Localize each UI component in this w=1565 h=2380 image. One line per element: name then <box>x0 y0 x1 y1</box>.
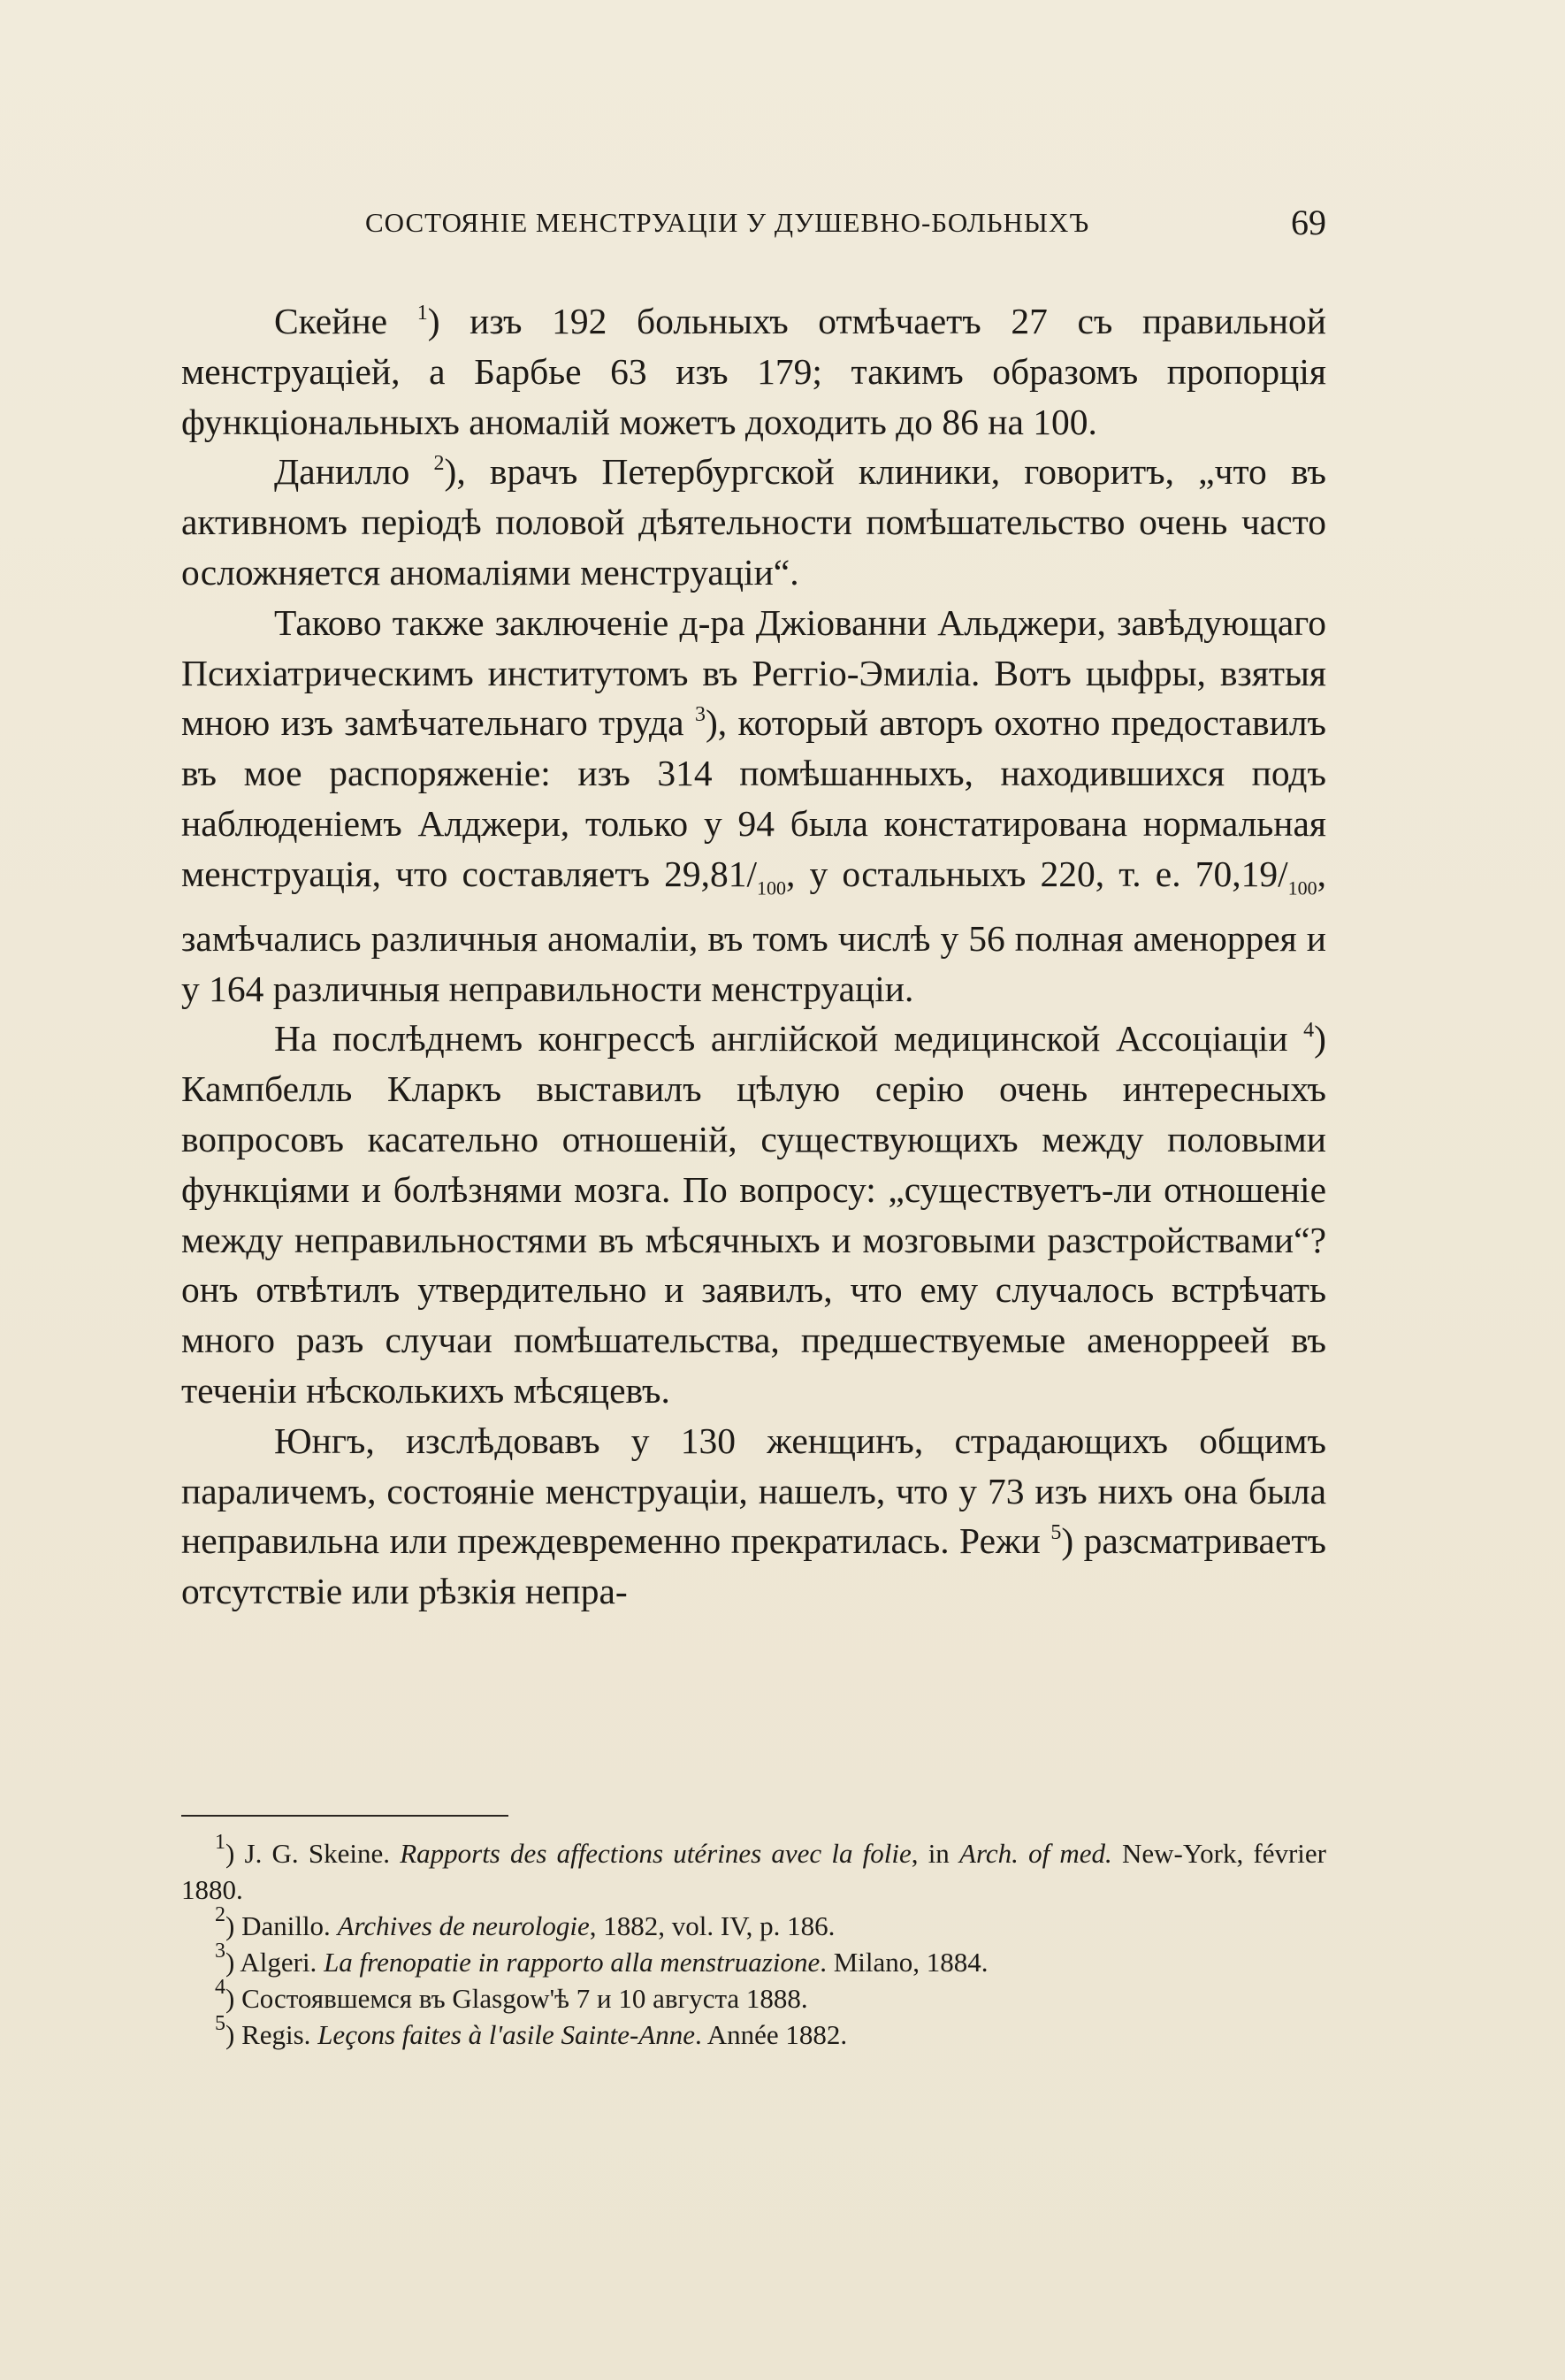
running-title: СОСТОЯНІЕ МЕНСТРУАЦІИ У ДУШЕВНО-БОЛЬНЫХЪ <box>365 207 1090 238</box>
footnote-text: New-York, février 1880. <box>181 1838 1326 1905</box>
footnote-title: Leçons faites à l'asile Sainte-Anne <box>317 2019 695 2050</box>
paragraph-text: На послѣднемъ конгрессѣ англійской медицинской Ассоціаціи <box>274 1018 1304 1060</box>
paragraph-1 <box>181 296 1326 447</box>
paragraph-text: ), врачъ Петербургской клиники, говоритъ, „что въ активномъ періодѣ половой дѣятельности помѣшательство очень часто осложняется аномаліями менструаціи“. <box>181 451 1326 593</box>
footnote-marker: 1 <box>215 1831 225 1854</box>
paragraph-text: Скейне <box>274 301 417 341</box>
footnote-title: La frenopatie in rapporto alla menstruazione <box>324 1947 821 1978</box>
paragraph-text: ), который авторъ охотно предоставилъ въ мое распоряженіе: изъ 314 помѣшанныхъ, находившихся подъ наблюденіемъ Алджери, только у 94 была констатирована нормальная менструація, что составляетъ 29,81/ <box>181 702 1326 894</box>
paragraph-text: Данилло <box>274 451 434 493</box>
footnote-marker: 3 <box>215 1940 225 1963</box>
footnote-text: ) Regis. <box>225 2019 318 2050</box>
footnote-ref-2: 2 <box>433 452 445 476</box>
footnotes <box>181 1831 1326 2053</box>
page-header <box>177 202 1326 242</box>
page-number: 69 <box>1291 203 1326 242</box>
paragraph-text: ) Кампбелль Кларкъ выставилъ цѣлую серію очень интересныхъ вопросовъ касательно отношеній, существующихъ между половыми функціями и болѣзнями мозга. По вопросу: „существуетъ-ли отношеніе между неправильностями въ мѣсячныхъ и мозговыми разстройствами“? онъ отвѣтилъ утвердительно и заявилъ, что ему случалось встрѣчать много разъ случаи помѣшательства, предшествуемые аменорреей въ теченіи нѣсколькихъ мѣсяцевъ. <box>181 1018 1326 1412</box>
footnote-marker: 2 <box>215 1903 225 1926</box>
footnote-3 <box>181 1940 1326 1980</box>
main-text <box>181 296 1326 1617</box>
footnote-1 <box>181 1831 1326 1908</box>
footnote-2 <box>181 1903 1326 1944</box>
footnote-title: Archives de neurologie <box>337 1910 590 1941</box>
footnote-ref-5: 5 <box>1050 1521 1062 1545</box>
footnote-5 <box>181 2012 1326 2053</box>
footnote-marker: 4 <box>215 1976 225 1999</box>
footnote-ref-1: 1 <box>416 302 428 325</box>
paragraph-4 <box>181 1014 1326 1415</box>
fraction-denominator: 100 <box>1287 876 1317 899</box>
paragraph-text: , замѣчались различныя аномаліи, въ томъ числѣ у 56 полная аменоррея и у 164 различныя неправильности менструаціи. <box>181 853 1326 1009</box>
footnote-text: ) Danillo. <box>225 1910 338 1941</box>
footnote-text: ) Состоявшемся въ Glasgow'ѣ 7 и 10 августа 1888. <box>225 1983 808 2014</box>
footnote-text: . Milano, 1884. <box>820 1947 989 1978</box>
paragraph-text: ) изъ 192 больныхъ отмѣчаетъ 27 съ правильной менструаціей, а Барбье 63 изъ 179; такимъ образомъ пропорція функціональныхъ аномалій можетъ доходить до 86 на 100. <box>181 301 1326 442</box>
footnote-text: ) Algeri. <box>225 1947 324 1978</box>
paragraph-5 <box>181 1416 1326 1617</box>
paragraph-text: Юнгъ, изслѣдовавъ у 130 женщинъ, страдающихъ общимъ параличемъ, состояніе менструаціи, нашелъ, что у 73 изъ нихъ она была неправильна или преждевременно прекратилась. Режи <box>181 1420 1326 1562</box>
fraction-denominator: 100 <box>757 876 787 899</box>
footnote-title: Rapports des affections utérines avec la folie <box>400 1838 912 1869</box>
footnote-ref-4: 4 <box>1303 1019 1315 1043</box>
footnote-divider <box>181 1815 508 1817</box>
paragraph-text: ) разсматриваетъ отсутствіе или рѣзкія непра- <box>181 1520 1326 1612</box>
paragraph-3 <box>181 598 1326 1014</box>
footnote-ref-3: 3 <box>694 703 706 727</box>
paragraph-2 <box>181 447 1326 597</box>
paragraph-text: Таково также заключеніе д-ра Джіованни Альджери, завѣдующаго Психіатрическимъ институтомъ въ Реггіо-Эмиліа. Вотъ цыфры, взятыя мною изъ замѣчательнаго труда <box>181 601 1326 744</box>
paragraph-text: , у остальныхъ 220, т. е. 70,19/ <box>786 853 1288 894</box>
footnote-text: ) J. G. Skeine. <box>225 1838 401 1869</box>
footnote-text: , in <box>911 1838 960 1869</box>
footnote-marker: 5 <box>215 2012 225 2035</box>
footnote-text: . Année 1882. <box>694 2019 848 2050</box>
footnote-text: , 1882, vol. IV, p. 186. <box>589 1910 836 1941</box>
footnote-journal: Arch. of med. <box>959 1838 1112 1869</box>
footnote-4 <box>181 1976 1326 2016</box>
